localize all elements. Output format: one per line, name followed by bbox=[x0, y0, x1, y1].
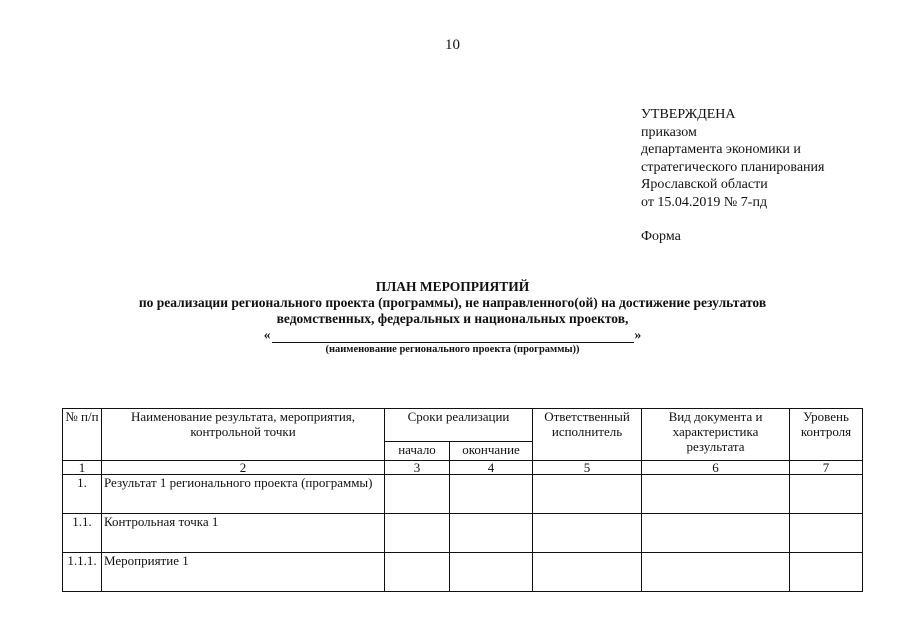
column-number: 1 bbox=[63, 461, 102, 475]
column-number: 2 bbox=[102, 461, 385, 475]
document-title bbox=[0, 279, 905, 357]
column-number: 4 bbox=[450, 461, 533, 475]
approval-line: департамента экономики и bbox=[641, 142, 801, 158]
title-line-2: по реализации регионального проекта (программы), не направленного(ой) на достижение результатов bbox=[138, 295, 767, 310]
column-number: 5 bbox=[533, 461, 642, 475]
title-main: ПЛАН МЕРОПРИЯТИЙ bbox=[375, 279, 530, 294]
cell-level[interactable] bbox=[790, 553, 863, 592]
header-start: начало bbox=[385, 442, 450, 461]
cell-document[interactable] bbox=[642, 475, 790, 514]
cell-start[interactable] bbox=[385, 475, 450, 514]
cell-level[interactable] bbox=[790, 514, 863, 553]
row-name: Контрольная точка 1 bbox=[102, 514, 385, 553]
table-row bbox=[63, 514, 863, 553]
approval-line: приказом bbox=[641, 124, 697, 140]
header-terms: Сроки реализации bbox=[385, 409, 533, 442]
header-level: Уровень контроля bbox=[790, 409, 863, 461]
project-name-blank[interactable] bbox=[272, 329, 634, 343]
header-end: окончание bbox=[450, 442, 533, 461]
cell-level[interactable] bbox=[790, 475, 863, 514]
row-name: Мероприятие 1 bbox=[102, 553, 385, 592]
close-quote: » bbox=[634, 327, 642, 342]
header-name: Наименование результата, мероприятия, контрольной точки bbox=[102, 409, 385, 461]
approval-stamp bbox=[641, 106, 824, 212]
project-name-field bbox=[0, 327, 905, 343]
row-num: 1.1.1. bbox=[63, 553, 102, 592]
row-name: Результат 1 регионального проекта (программы) bbox=[102, 475, 385, 514]
approval-line: стратегического планирования bbox=[641, 159, 825, 175]
project-name-caption: (наименование регионального проекта (программы)) bbox=[325, 344, 580, 355]
open-quote: « bbox=[263, 327, 271, 342]
cell-document[interactable] bbox=[642, 553, 790, 592]
approval-line: УТВЕРЖДЕНА bbox=[641, 107, 736, 122]
column-number: 3 bbox=[385, 461, 450, 475]
cell-start[interactable] bbox=[385, 553, 450, 592]
approval-line: Ярославской области bbox=[641, 177, 768, 193]
cell-end[interactable] bbox=[450, 475, 533, 514]
row-num: 1.1. bbox=[63, 514, 102, 553]
title-line-3: ведомственных, федеральных и национальных проектов, bbox=[276, 311, 629, 326]
cell-document[interactable] bbox=[642, 514, 790, 553]
header-responsible: Ответственный исполнитель bbox=[533, 409, 642, 461]
table-row bbox=[63, 475, 863, 514]
form-label: Форма bbox=[641, 229, 681, 244]
cell-responsible[interactable] bbox=[533, 553, 642, 592]
column-number-row bbox=[63, 461, 863, 475]
header-num: № п/п bbox=[63, 409, 102, 461]
plan-table bbox=[62, 408, 863, 592]
cell-start[interactable] bbox=[385, 514, 450, 553]
cell-responsible[interactable] bbox=[533, 475, 642, 514]
column-number: 6 bbox=[642, 461, 790, 475]
cell-end[interactable] bbox=[450, 553, 533, 592]
cell-responsible[interactable] bbox=[533, 514, 642, 553]
table-row bbox=[63, 553, 863, 592]
cell-end[interactable] bbox=[450, 514, 533, 553]
row-num: 1. bbox=[63, 475, 102, 514]
header-document: Вид документа и характеристика результата bbox=[642, 409, 790, 461]
column-number: 7 bbox=[790, 461, 863, 475]
approval-line: от 15.04.2019 № 7-пд bbox=[641, 194, 768, 210]
page-number: 10 bbox=[445, 37, 460, 53]
